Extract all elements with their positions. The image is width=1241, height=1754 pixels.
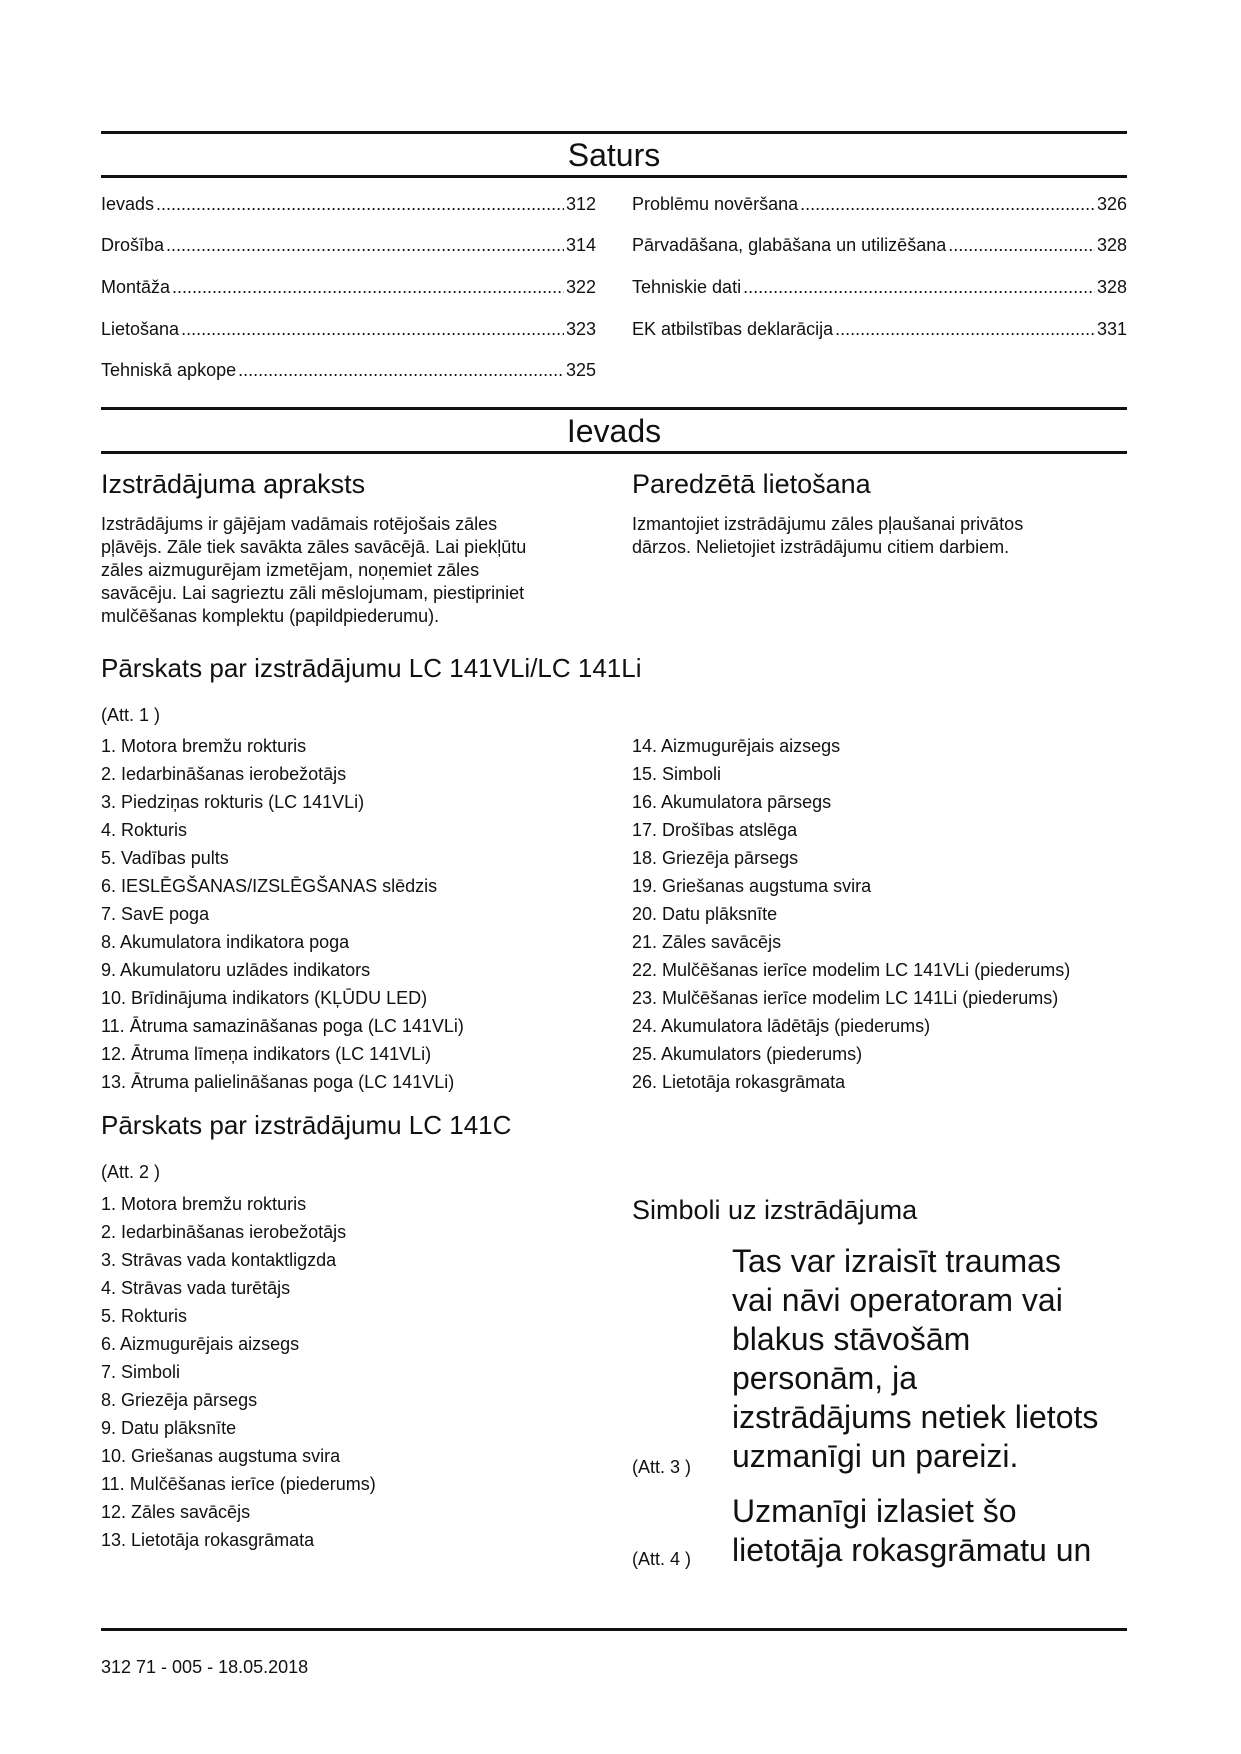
toc-entry-title: Lietošana [101,319,180,339]
description-paragraph: Izstrādājums ir gājējam vadāmais rotējošais zāles pļāvējs. Zāle tiek savākta zāles savācējā. Lai piekļūtu zāles aizmugurējam izmetējam, noņemiet zāles savācēju. Lai sagrieztu zāli mēslojumam, piestipriniet mulčēšanas komplektu (papildpiederumu). [101,514,527,626]
list-item: 5. Rokturis [101,1306,188,1326]
list-item: 14. Aizmugurējais aizsegs [632,736,841,756]
list-item: 18. Griezēja pārsegs [632,848,799,868]
toc-entry-title: EK atbilstības deklarācija [632,319,834,339]
list-item: 17. Drošības atslēga [632,820,798,840]
toc-entry-title: Pārvadāšana, glabāšana un utilizēšana [632,235,947,255]
read-manual-text: Uzmanīgi izlasiet šo lietotāja rokasgrāmatu un [732,1493,1092,1568]
list-item: 12. Ātruma līmeņa indikators (LC 141VLi) [101,1044,432,1064]
list-item: 13. Lietotāja rokasgrāmata [101,1530,315,1550]
toc-entry-page: 328 [1096,277,1127,297]
list-item: 25. Akumulators (piederums) [632,1044,863,1064]
toc-entry[interactable] [101,276,596,298]
toc-entry[interactable] [101,318,596,340]
intended-use-paragraph: Izmantojiet izstrādājumu zāles pļaušanai privātos dārzos. Nelietojiet izstrādājumu citiem darbiem. [632,514,1024,557]
list-item: 26. Lietotāja rokasgrāmata [632,1072,846,1092]
toc-top-rule [101,131,1127,134]
list-item: 24. Akumulatora lādētājs (piederums) [632,1016,931,1036]
overview1-heading: Pārskats par izstrādājumu LC 141VLi/LC 141Li [101,653,642,683]
list-item: 15. Simboli [632,764,722,784]
toc-entry-page: 326 [1096,194,1127,214]
list-item: 23. Mulčēšanas ierīce modelim LC 141Li (piederums) [632,988,1059,1008]
list-item: 13. Ātruma palielināšanas poga (LC 141VLi) [101,1072,455,1092]
footer-doc-number: 312 71 - 005 - 18.05.2018 [101,1657,309,1677]
intro-top-rule [101,407,1127,410]
overview2-heading: Pārskats par izstrādājumu LC 141C [101,1110,512,1140]
list-item: 9. Datu plāksnīte [101,1418,237,1438]
toc-entry-title: Tehniskā apkope [101,360,237,380]
toc-entry-title: Montāža [101,277,171,297]
toc-bottom-rule [101,175,1127,178]
description-heading: Izstrādājuma apraksts [101,469,366,499]
list-item: 2. Iedarbināšanas ierobežotājs [101,1222,347,1242]
list-item: 4. Strāvas vada turētājs [101,1278,291,1298]
toc-entry-page: 325 [565,360,596,380]
toc-entry-title: Problēmu novēršana [632,194,799,214]
toc-entry-title: Drošība [101,235,165,255]
list-item: 4. Rokturis [101,820,188,840]
list-item: 8. Griezēja pārsegs [101,1390,258,1410]
overview1-left-list [101,735,464,1099]
list-item: 16. Akumulatora pārsegs [632,792,832,812]
toc-entry-title: Ievads [101,194,155,214]
list-item: 9. Akumulatoru uzlādes indikators [101,960,371,980]
toc-entry[interactable] [632,193,1127,215]
toc-entry-page: 331 [1096,319,1127,339]
list-item: 8. Akumulatora indikatora poga [101,932,350,952]
toc-entry-page: 328 [1096,235,1127,255]
toc-entry-page: 322 [565,277,596,297]
list-item: 3. Piedziņas rokturis (LC 141VLi) [101,792,365,812]
list-item: 20. Datu plāksnīte [632,904,778,924]
toc-entry[interactable] [101,359,596,381]
toc-entry[interactable] [632,234,1127,256]
list-item: 7. SavE poga [101,904,210,924]
list-item: 2. Iedarbināšanas ierobežotājs [101,764,347,784]
figure-4-ref: (Att. 4 ) [632,1549,692,1569]
toc-entry-page: 312 [565,194,596,214]
intro-title: Ievads [566,413,662,449]
list-item: 10. Griešanas augstuma svira [101,1446,341,1466]
list-item: 6. IESLĒGŠANAS/IZSLĒGŠANAS slēdzis [101,876,438,896]
symbols-heading: Simboli uz izstrādājuma [632,1195,918,1225]
list-item: 1. Motora bremžu rokturis [101,736,307,756]
list-item: 1. Motora bremžu rokturis [101,1194,307,1214]
intro-bottom-rule [101,451,1127,454]
toc-left-column [101,193,596,380]
figure-3-ref: (Att. 3 ) [632,1457,692,1477]
overview1-right-list [632,735,1070,1099]
toc-right-column [632,193,1127,343]
toc-entry-title: Tehniskie dati [632,277,742,297]
list-item: 19. Griešanas augstuma svira [632,876,872,896]
toc-entry[interactable] [632,318,1127,340]
toc-entry-page: 323 [565,319,596,339]
overview2-figure-ref: (Att. 2 ) [101,1162,161,1182]
intended-use-heading: Paredzētā lietošana [632,469,871,499]
list-item: 10. Brīdinājuma indikators (KĻŪDU LED) [101,988,428,1008]
list-item: 5. Vadības pults [101,848,229,868]
toc-entry[interactable] [101,193,596,215]
toc-entry[interactable] [632,276,1127,298]
toc-entry[interactable] [101,234,596,256]
toc-entry-page: 314 [565,235,596,255]
list-item: 6. Aizmugurējais aizsegs [101,1334,300,1354]
list-item: 12. Zāles savācējs [101,1502,251,1522]
list-item: 7. Simboli [101,1362,181,1382]
toc-title: Saturs [567,137,661,173]
list-item: 11. Ātruma samazināšanas poga (LC 141VLi) [101,1016,464,1036]
list-item: 11. Mulčēšanas ierīce (piederums) [101,1474,376,1494]
warning-text: Tas var izraisīt traumas vai nāvi operatoram vai blakus stāvošām personām, ja izstrādājums netiek lietots uzmanīgi un pareizi. [732,1243,1099,1474]
overview1-figure-ref: (Att. 1 ) [101,705,161,725]
overview2-list [101,1193,376,1557]
footer-rule [101,1628,1127,1631]
list-item: 22. Mulčēšanas ierīce modelim LC 141VLi (piederums) [632,960,1071,980]
list-item: 21. Zāles savācējs [632,932,782,952]
list-item: 3. Strāvas vada kontaktligzda [101,1250,337,1270]
